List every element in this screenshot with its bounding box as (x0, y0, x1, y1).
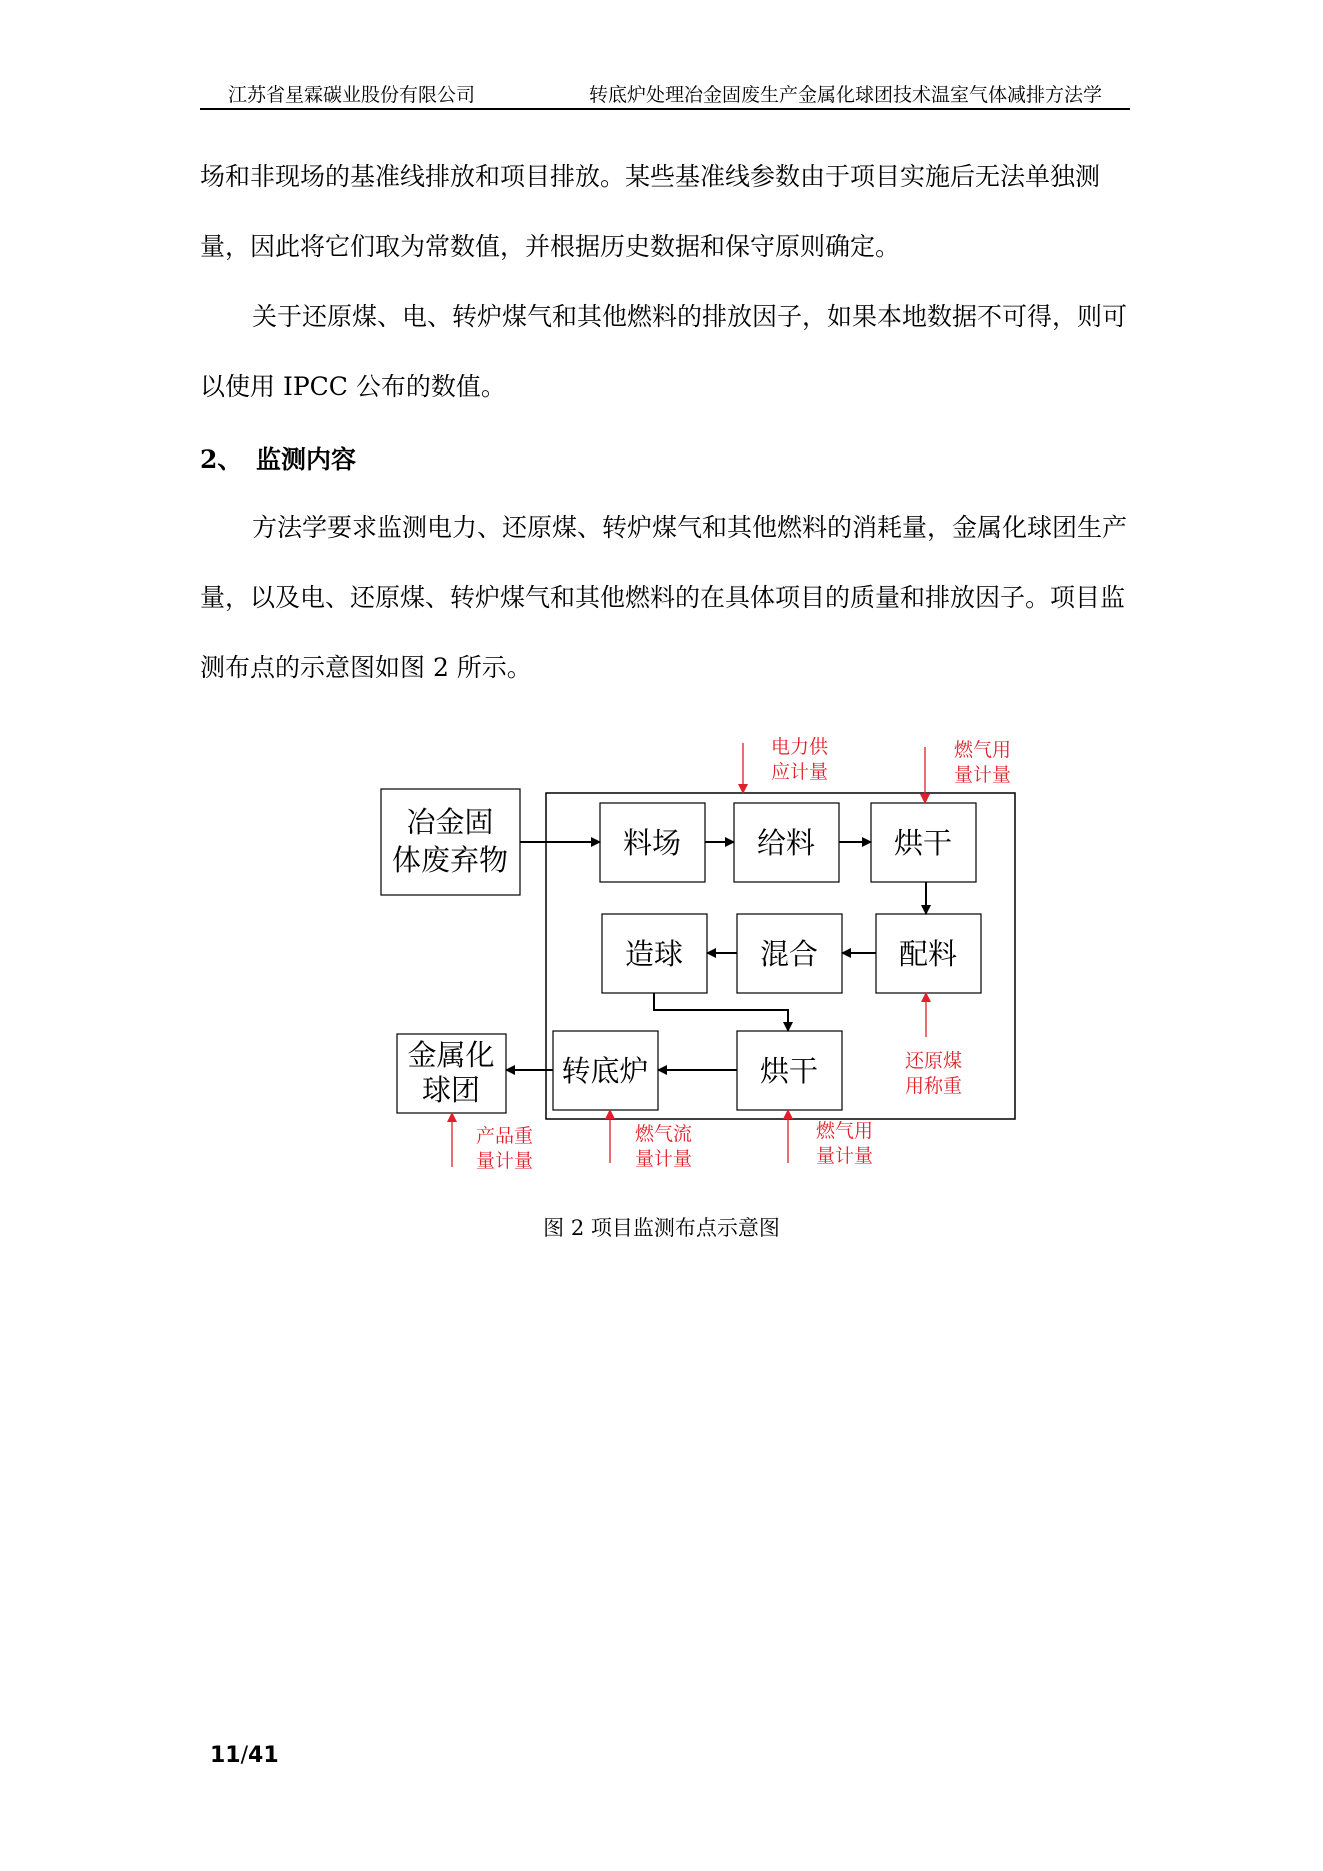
svg-text:转底炉: 转底炉 (561, 1054, 649, 1088)
svg-text:用称重: 用称重 (905, 1075, 963, 1097)
node-output (397, 1034, 506, 1113)
page-header (200, 78, 1130, 110)
arrow-pellet-dry2 (654, 993, 788, 1031)
svg-text:电力供: 电力供 (771, 736, 829, 758)
svg-text:还原煤: 还原煤 (905, 1050, 963, 1072)
svg-text:给料: 给料 (756, 826, 816, 860)
meter-label-gas-dry1 (954, 739, 1011, 786)
page-separator: / (240, 1743, 249, 1768)
svg-text:球团: 球团 (421, 1073, 481, 1107)
section-number: 2、 (200, 445, 243, 474)
section-heading (200, 425, 356, 495)
svg-text:燃气流: 燃气流 (635, 1123, 693, 1145)
svg-text:燃气用: 燃气用 (954, 739, 1012, 761)
node-dry1 (871, 803, 976, 882)
paragraph-3: 方法学要求监测电力、还原煤、转炉煤气和其他燃料的消耗量，金属化球团生产量，以及电、还原煤、转炉煤气和其他燃料的在具体项目的质量和排放因子。项目监测布点的示意图如图 2 所示。 (200, 513, 1128, 682)
svg-text:烘干: 烘干 (893, 826, 953, 860)
meter-label-gas-dry2 (816, 1120, 873, 1167)
node-feed (734, 803, 839, 882)
node-mix (737, 914, 842, 993)
page-total: 41 (248, 1743, 279, 1768)
svg-text:应计量: 应计量 (771, 761, 829, 783)
figure-caption: 图 2 项目监测布点示意图 (543, 1216, 780, 1240)
node-input (381, 789, 520, 895)
page-current: 11 (210, 1743, 241, 1768)
svg-text:混合: 混合 (759, 937, 819, 971)
meter-label-coal (905, 1050, 962, 1097)
monitoring-diagram (370, 725, 1030, 1199)
svg-text:料场: 料场 (622, 826, 682, 860)
node-batch (876, 914, 981, 993)
svg-text:量计量: 量计量 (635, 1148, 693, 1170)
node-input-line2: 体废弃物 (391, 843, 509, 877)
node-pellet (602, 914, 707, 993)
svg-text:产品重: 产品重 (476, 1125, 534, 1147)
meter-label-power (771, 736, 829, 783)
meter-label-product (476, 1125, 533, 1172)
svg-text:配料: 配料 (898, 937, 958, 971)
svg-text:燃气用: 燃气用 (816, 1120, 874, 1142)
svg-text:量计量: 量计量 (816, 1145, 874, 1167)
svg-text:量计量: 量计量 (954, 764, 1012, 786)
node-input-line1: 冶金固 (406, 805, 494, 839)
page-number (210, 1743, 279, 1768)
meter-label-gas-rhf (635, 1123, 692, 1170)
header-company: 江苏省星霖碳业股份有限公司 (228, 84, 476, 106)
svg-text:造球: 造球 (624, 937, 684, 971)
node-dry2 (737, 1031, 842, 1110)
header-doc-title: 转底炉处理冶金固废生产金属化球团技术温室气体减排方法学 (588, 84, 1102, 106)
svg-text:金属化: 金属化 (407, 1038, 495, 1072)
svg-text:量计量: 量计量 (476, 1150, 534, 1172)
node-rhf (553, 1031, 658, 1110)
node-yard (600, 803, 705, 882)
paragraph-2: 关于还原煤、电、转炉煤气和其他燃料的排放因子，如果本地数据不可得，则可以使用 IPCC 公布的数值。 (200, 302, 1128, 401)
svg-text:烘干: 烘干 (759, 1054, 819, 1088)
paragraph-1: 场和非现场的基准线排放和项目排放。某些基准线参数由于项目实施后无法单独测量，因此将它们取为常数值，并根据历史数据和保守原则确定。 (200, 162, 1101, 261)
section-title: 监测内容 (256, 445, 357, 474)
